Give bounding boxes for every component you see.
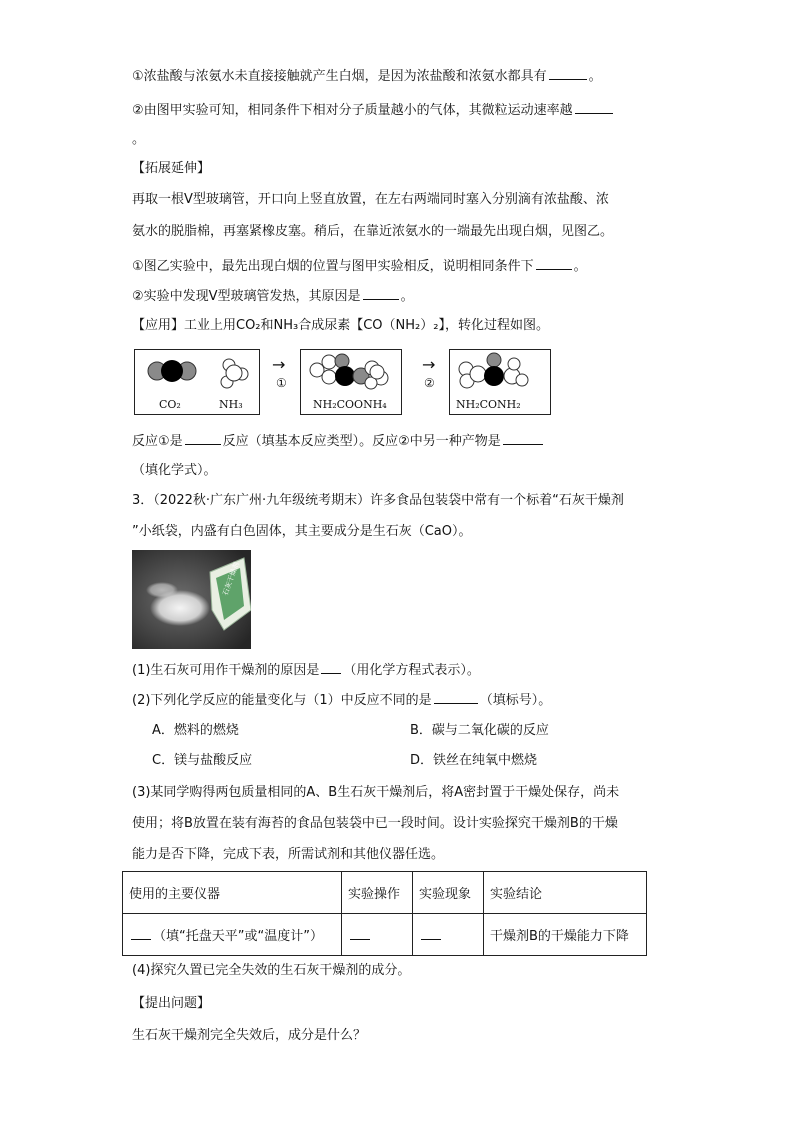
packet-text: 石灰干燥剂: [221, 561, 241, 597]
option-b[interactable]: B．碳与二氧化碳的反应: [410, 723, 549, 738]
answer-blank[interactable]: [321, 660, 341, 674]
text-line-2: ②由图甲实验可知，相同条件下相对分子质量越小的气体，其微粒运动速率越: [132, 100, 615, 120]
sub-question-3-line-2: 使用；将B放置在装有海苔的食品包装袋中已一段时间。设计实验探究干燥剂B的干燥: [132, 816, 618, 831]
table-header-cell: 使用的主要仪器: [123, 872, 342, 914]
sub-question-2: (2)下列化学反应的能量变化与（1）中反应不同的是 （填标号）。: [132, 690, 551, 710]
answer-blank[interactable]: [363, 286, 399, 300]
table-header-cell: 实验结论: [484, 872, 647, 914]
desiccant-photo-image: [132, 550, 251, 649]
text-line-7: 【应用】工业上用CO₂和NH₃合成尿素【CO（NH₂）₂】，转化过程如图。: [132, 318, 549, 333]
answer-blank[interactable]: [350, 926, 370, 940]
table-cell-operation[interactable]: [342, 914, 413, 956]
sub-question-4: (4)探究久置已完全失效的生石灰干燥剂的成分。: [132, 963, 411, 978]
label-co2: CO₂: [159, 398, 181, 411]
molecule-box-product: [449, 349, 551, 415]
heading-question: 【提出问题】: [132, 996, 211, 1011]
sub-question-1: (1)生石灰可用作干燥剂的原因是 （用化学方程式表示）。: [132, 660, 480, 680]
text-line-9: （填化学式）。: [132, 463, 217, 478]
label-nh2coonh4: NH₂COONH₄: [313, 398, 387, 411]
table-header-row: [123, 872, 647, 914]
answer-blank[interactable]: [434, 690, 478, 704]
answer-blank[interactable]: [575, 100, 613, 114]
table-header-cell: 实验操作: [342, 872, 413, 914]
label-nh3: NH₃: [219, 398, 243, 411]
experiment-table: [122, 871, 647, 956]
answer-blank[interactable]: [421, 926, 441, 940]
text-line-6: ②实验中发现V型玻璃管发热，其原因是 。: [132, 286, 414, 306]
text-line-4: 氨水的脱脂棉，再塞紧橡皮塞。稍后，在靠近浓氨水的一端最先出现白烟，见图乙。: [132, 224, 614, 239]
option-d[interactable]: D．铁丝在纯氧中燃烧: [410, 753, 538, 768]
label-nh2conh2: NH₂CONH₂: [456, 398, 521, 411]
molecule-box-reactants: [134, 349, 260, 415]
table-header-cell: 实验现象: [413, 872, 484, 914]
answer-blank[interactable]: [536, 256, 572, 270]
arrow-icon: →: [422, 355, 436, 374]
desiccant-photo: [132, 550, 251, 649]
sub-question-3-line-1: (3)某同学购得两包质量相同的A、B生石灰干燥剂后，将A密封置于干燥处保存，尚未: [132, 785, 620, 800]
option-c[interactable]: C．镁与盐酸反应: [152, 753, 253, 768]
answer-blank[interactable]: [131, 926, 151, 940]
question-3-line-2: ”小纸袋，内盛有白色固体，其主要成分是生石灰（CaO）。: [132, 524, 472, 539]
option-a[interactable]: A．燃料的燃烧: [152, 723, 239, 738]
text-line-final: 生石灰干燥剂完全失效后，成分是什么？: [132, 1028, 367, 1043]
table-cell-instrument[interactable]: （填“托盘天平”或“温度计”）: [123, 914, 342, 956]
answer-blank[interactable]: [185, 431, 221, 445]
heading-extend: 【拓展延伸】: [132, 161, 211, 176]
answer-blank[interactable]: [549, 66, 587, 80]
question-3-line-1: 3．（2022秋·广东广州·九年级统考期末）许多食品包装袋中常有一个标着“石灰干燥剂: [132, 493, 624, 508]
text-line-5: ①图乙实验中，最先出现白烟的位置与图甲实验相反，说明相同条件下 。: [132, 256, 587, 276]
text-line-1: ①浓盐酸与浓氨水未直接接触就产生白烟，是因为浓盐酸和浓氨水都具有 。: [132, 66, 602, 86]
table-cell-conclusion: 干燥剂B的干燥能力下降: [484, 914, 647, 956]
step-1-label: ①: [276, 376, 287, 390]
text-line-3: 再取一根V型玻璃管，开口向上竖直放置，在左右两端同时塞入分别滴有浓盐酸、浓: [132, 192, 609, 207]
text-line-2-end: 。: [132, 132, 146, 147]
sub-question-3-line-3: 能力是否下降，完成下表，所需试剂和其他仪器任选。: [132, 847, 445, 862]
molecule-box-intermediate: [300, 349, 402, 415]
table-cell-phenomenon[interactable]: [413, 914, 484, 956]
arrow-icon: →: [272, 355, 286, 374]
step-2-label: ②: [424, 376, 435, 390]
answer-blank[interactable]: [503, 431, 543, 445]
text-line-8: 反应①是 反应（填基本反应类型）。反应②中另一种产物是: [132, 431, 545, 451]
table-row: [123, 914, 647, 956]
